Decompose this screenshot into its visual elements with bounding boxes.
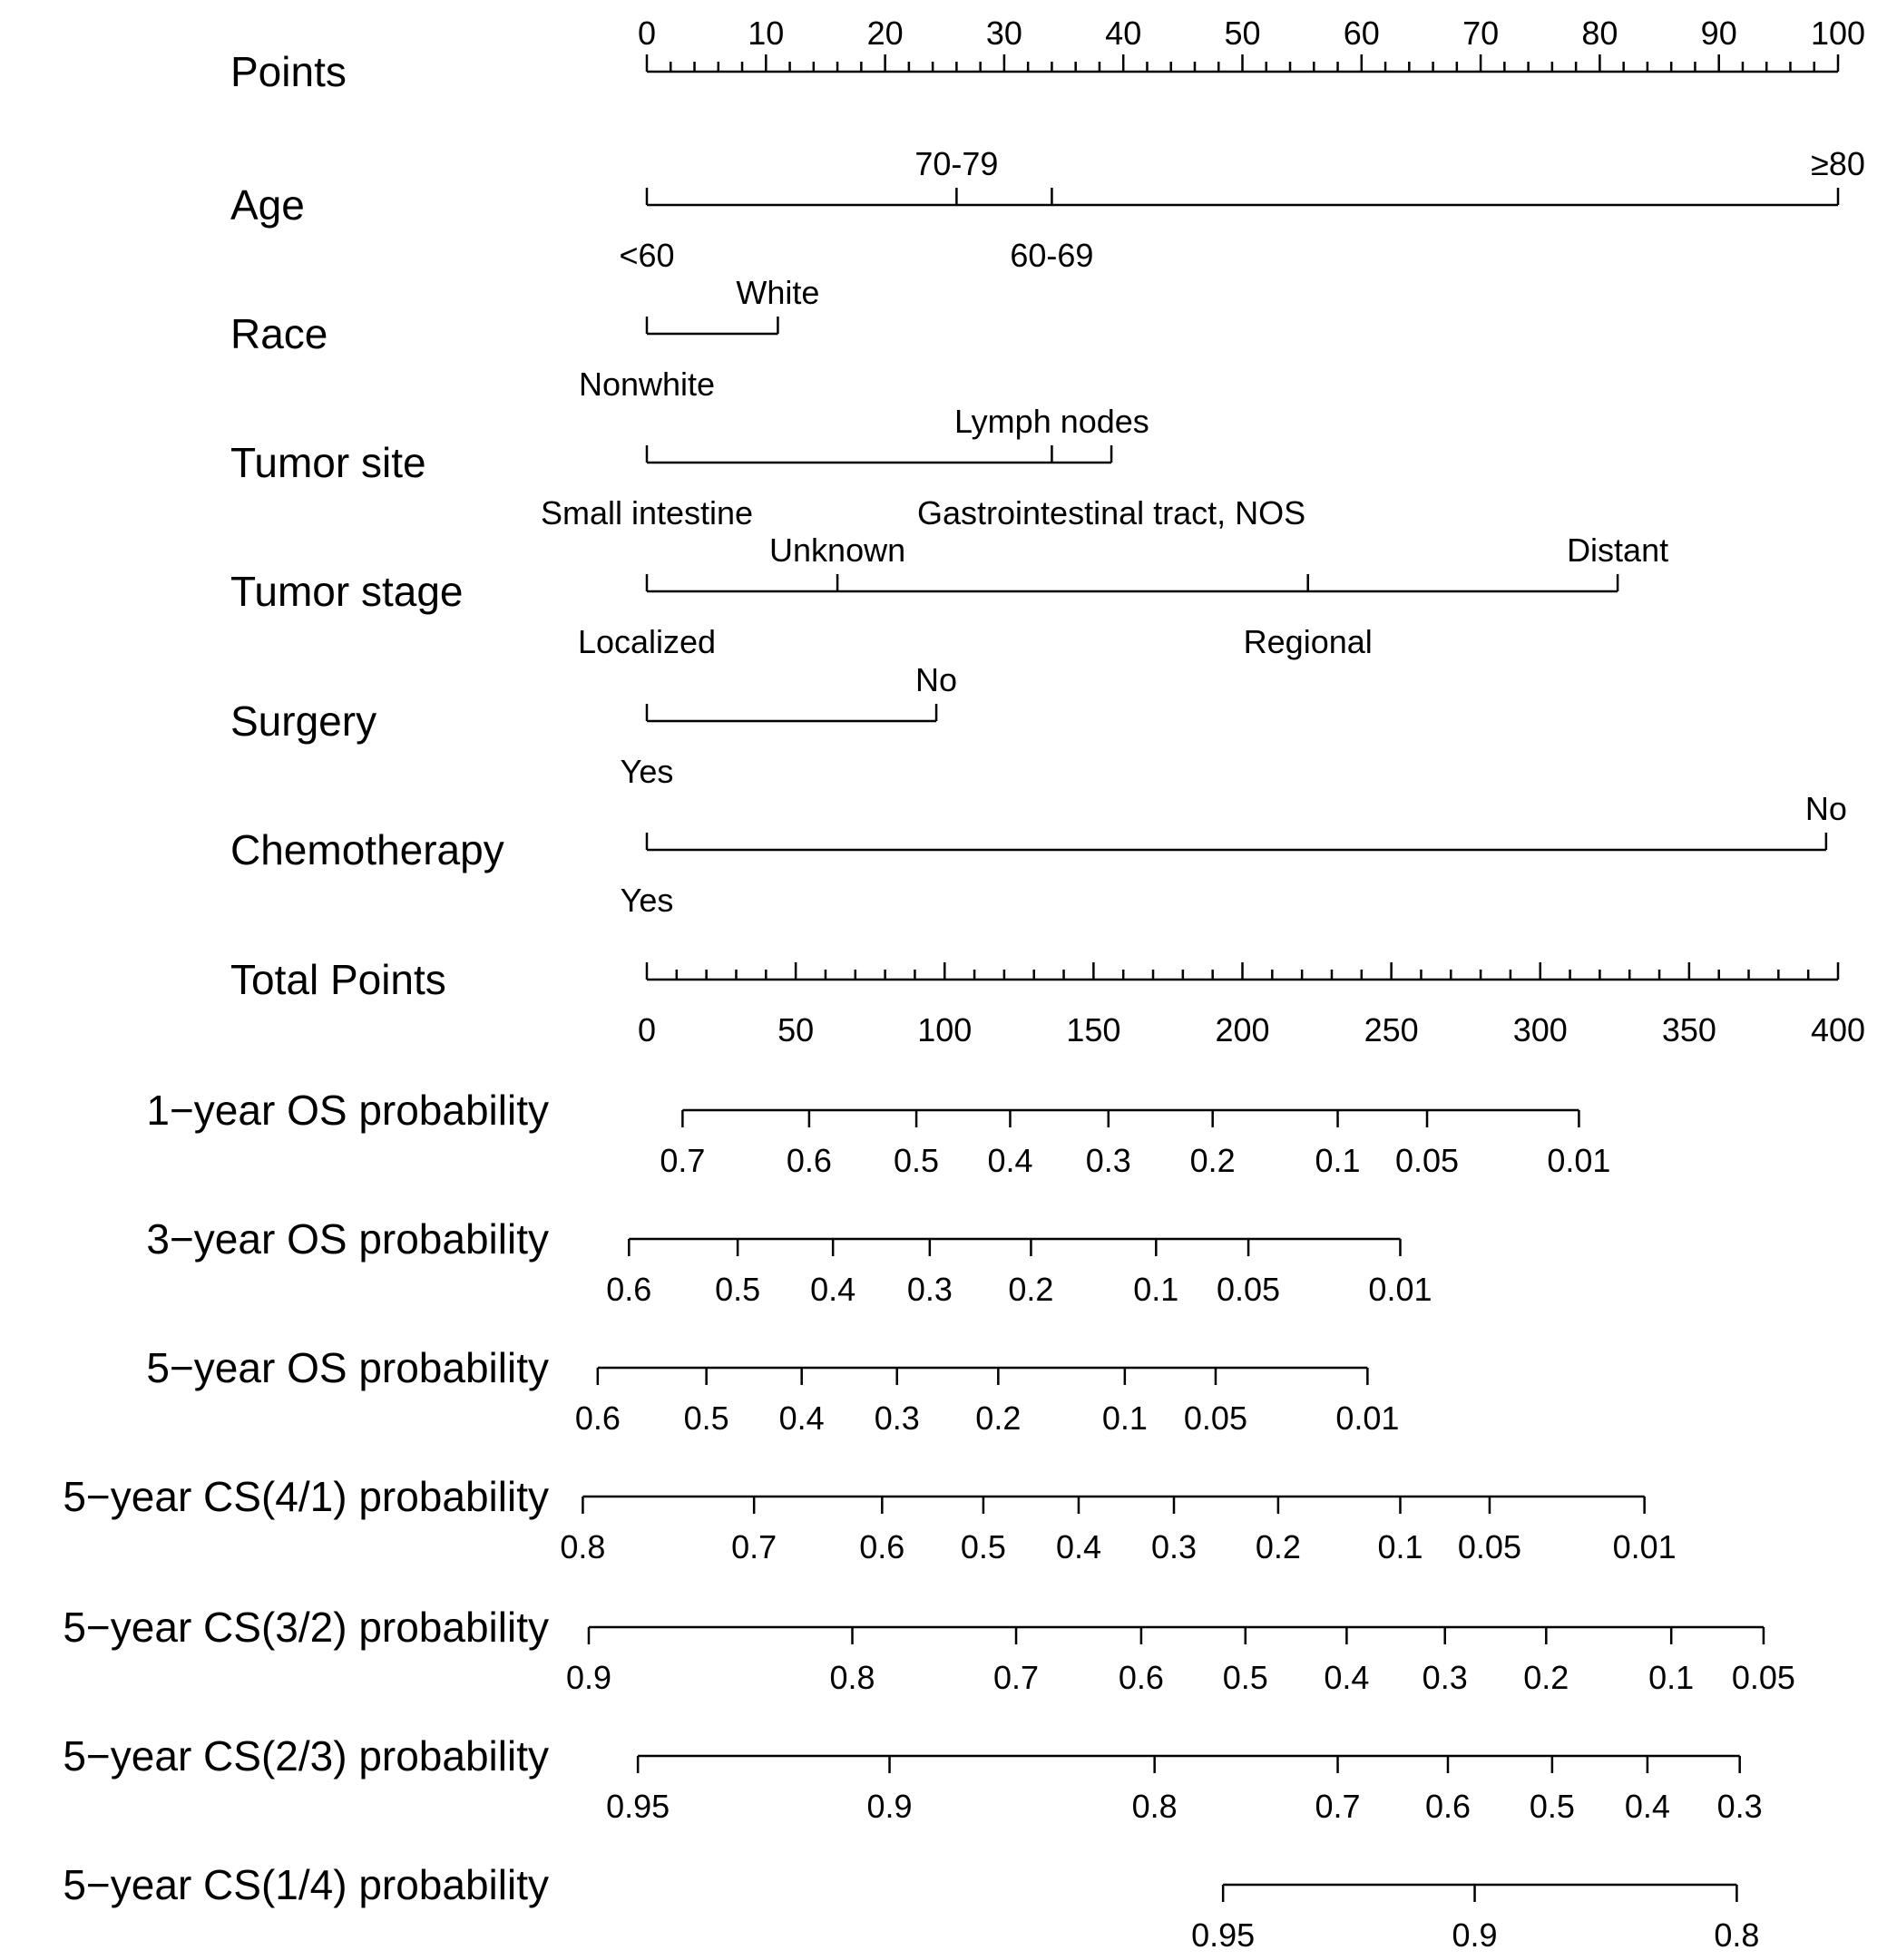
points-tick-label: 80: [1581, 15, 1618, 52]
tumor-stage-level-label: Regional: [1243, 623, 1373, 660]
outcome-2-tick-label: 0.4: [810, 1271, 856, 1308]
outcome-5-tick-label: 0.5: [1222, 1659, 1268, 1696]
points-tick-label: 10: [748, 15, 785, 52]
outcome-1-tick-label: 0.3: [1085, 1142, 1131, 1179]
points-tick-label: 90: [1700, 15, 1737, 52]
tumor-site-level-label: Gastrointestinal tract, NOS: [916, 494, 1306, 531]
total-points-tick-label: 350: [1661, 1011, 1716, 1048]
outcome-7-tick-label: 0.8: [1714, 1916, 1760, 1954]
outcome-1-tick-label: 0.01: [1547, 1142, 1611, 1179]
total-points-tick-label: 400: [1810, 1011, 1866, 1048]
outcome-4-tick-label: 0.05: [1457, 1528, 1521, 1565]
outcome-3-tick-label: 0.4: [778, 1399, 825, 1437]
points-tick-label: 60: [1343, 15, 1380, 52]
points-tick-label: 20: [866, 15, 904, 52]
outcome-4-tick-label: 0.1: [1377, 1528, 1423, 1565]
outcome-6-tick-label: 0.95: [606, 1788, 670, 1825]
outcome-3-tick-label: 0.5: [683, 1399, 729, 1437]
outcome-2-tick-label: 0.05: [1217, 1271, 1281, 1308]
tumor-site-level-label: Lymph nodes: [954, 403, 1149, 440]
row-label-chemotherapy: Chemotherapy: [230, 826, 504, 873]
outcome-5-tick-label: 0.05: [1731, 1659, 1795, 1696]
surgery-level-label: No: [915, 661, 958, 698]
outcome-3-tick-label: 0.01: [1335, 1399, 1400, 1437]
outcome-6-tick-label: 0.5: [1529, 1788, 1575, 1825]
outcome-5-tick-label: 0.6: [1118, 1659, 1164, 1696]
outcome-7-tick-label: 0.9: [1452, 1916, 1498, 1954]
outcome-4-tick-label: 0.2: [1255, 1528, 1301, 1565]
outcome-3-tick-label: 0.6: [574, 1399, 621, 1437]
outcome-1-tick-label: 0.1: [1315, 1142, 1361, 1179]
age-level-label: 70-79: [914, 145, 999, 182]
race-level-label: Nonwhite: [578, 366, 716, 403]
outcome-4-tick-label: 0.3: [1150, 1528, 1198, 1565]
row-label-surgery: Surgery: [230, 697, 377, 745]
outcome-6-label: 5−year CS(2/3) probability: [63, 1732, 549, 1780]
age-level-label: ≥80: [1811, 145, 1865, 182]
row-label-total-points: Total Points: [230, 956, 446, 1003]
tumor-stage-level-label: Unknown: [769, 531, 906, 569]
outcome-4-tick-label: 0.6: [859, 1528, 905, 1565]
total-points-tick-label: 100: [917, 1011, 973, 1048]
outcome-2-tick-label: 0.3: [906, 1271, 953, 1308]
outcome-4-tick-label: 0.5: [960, 1528, 1006, 1565]
outcome-2-tick-label: 0.2: [1008, 1271, 1054, 1308]
age-level-label: 60-69: [1010, 237, 1094, 274]
total-points-tick-label: 300: [1512, 1011, 1568, 1048]
tumor-stage-level-label: Localized: [577, 623, 717, 660]
outcome-5-tick-label: 0.9: [565, 1659, 612, 1696]
outcome-2-tick-label: 0.6: [606, 1271, 652, 1308]
total-points-tick-label: 250: [1364, 1011, 1419, 1048]
outcome-3-tick-label: 0.2: [975, 1399, 1022, 1437]
outcome-3-tick-label: 0.05: [1183, 1399, 1247, 1437]
outcome-4-label: 5−year CS(4/1) probability: [63, 1473, 549, 1520]
chemotherapy-level-label: No: [1804, 790, 1847, 827]
outcome-2-tick-label: 0.5: [715, 1271, 761, 1308]
tumor-stage-level-label: Distant: [1567, 531, 1669, 569]
outcome-7-label: 5−year CS(1/4) probability: [63, 1861, 549, 1908]
points-tick-label: 0: [637, 15, 657, 52]
outcome-6-tick-label: 0.4: [1624, 1788, 1670, 1825]
outcome-2-tick-label: 0.01: [1368, 1271, 1432, 1308]
row-label-age: Age: [230, 181, 305, 229]
row-label-tumor-site: Tumor site: [230, 439, 426, 486]
outcome-5-tick-label: 0.2: [1523, 1659, 1569, 1696]
outcome-5-tick-label: 0.3: [1422, 1659, 1468, 1696]
points-tick-label: 100: [1810, 15, 1866, 52]
outcome-4-tick-label: 0.8: [560, 1528, 606, 1565]
chemotherapy-level-label: Yes: [620, 882, 674, 919]
outcome-2-tick-label: 0.1: [1133, 1271, 1179, 1308]
outcome-1-tick-label: 0.2: [1189, 1142, 1236, 1179]
outcome-5-tick-label: 0.4: [1324, 1659, 1370, 1696]
outcome-1-tick-label: 0.4: [987, 1142, 1033, 1179]
row-label-race: Race: [230, 310, 328, 357]
outcome-1-label: 1−year OS probability: [146, 1087, 549, 1134]
points-tick-label: 40: [1105, 15, 1142, 52]
points-tick-label: 30: [985, 15, 1022, 52]
row-label-tumor-stage: Tumor stage: [230, 568, 464, 615]
outcome-1-tick-label: 0.6: [786, 1142, 832, 1179]
outcome-3-tick-label: 0.1: [1101, 1399, 1148, 1437]
race-level-label: White: [736, 274, 820, 311]
outcome-6-tick-label: 0.8: [1131, 1788, 1178, 1825]
outcome-7-tick-label: 0.95: [1191, 1916, 1256, 1954]
tumor-site-level-label: Small intestine: [540, 494, 754, 531]
total-points-tick-label: 200: [1215, 1011, 1270, 1048]
surgery-level-label: Yes: [620, 753, 674, 790]
outcome-4-tick-label: 0.4: [1055, 1528, 1101, 1565]
total-points-tick-label: 0: [637, 1011, 657, 1048]
outcome-1-tick-label: 0.05: [1394, 1142, 1460, 1179]
outcome-4-tick-label: 0.7: [731, 1528, 777, 1565]
outcome-5-tick-label: 0.7: [993, 1659, 1040, 1696]
outcome-1-tick-label: 0.7: [660, 1142, 706, 1179]
outcome-5-tick-label: 0.8: [829, 1659, 875, 1696]
outcome-3-tick-label: 0.3: [874, 1399, 920, 1437]
points-tick-label: 50: [1224, 15, 1261, 52]
outcome-6-tick-label: 0.3: [1716, 1788, 1763, 1825]
age-level-label: <60: [619, 237, 675, 274]
outcome-5-label: 5−year CS(3/2) probability: [63, 1604, 549, 1651]
outcome-6-tick-label: 0.7: [1315, 1788, 1361, 1825]
outcome-1-tick-label: 0.5: [894, 1142, 940, 1179]
outcome-6-tick-label: 0.9: [866, 1788, 913, 1825]
row-label-points: Points: [230, 48, 347, 95]
outcome-3-label: 5−year OS probability: [146, 1344, 549, 1391]
outcome-4-tick-label: 0.01: [1612, 1528, 1677, 1565]
total-points-tick-label: 50: [777, 1011, 815, 1048]
points-tick-label: 70: [1462, 15, 1500, 52]
outcome-5-tick-label: 0.1: [1648, 1659, 1695, 1696]
outcome-6-tick-label: 0.6: [1424, 1788, 1471, 1825]
outcome-2-label: 3−year OS probability: [146, 1215, 549, 1263]
total-points-tick-label: 150: [1066, 1011, 1121, 1048]
